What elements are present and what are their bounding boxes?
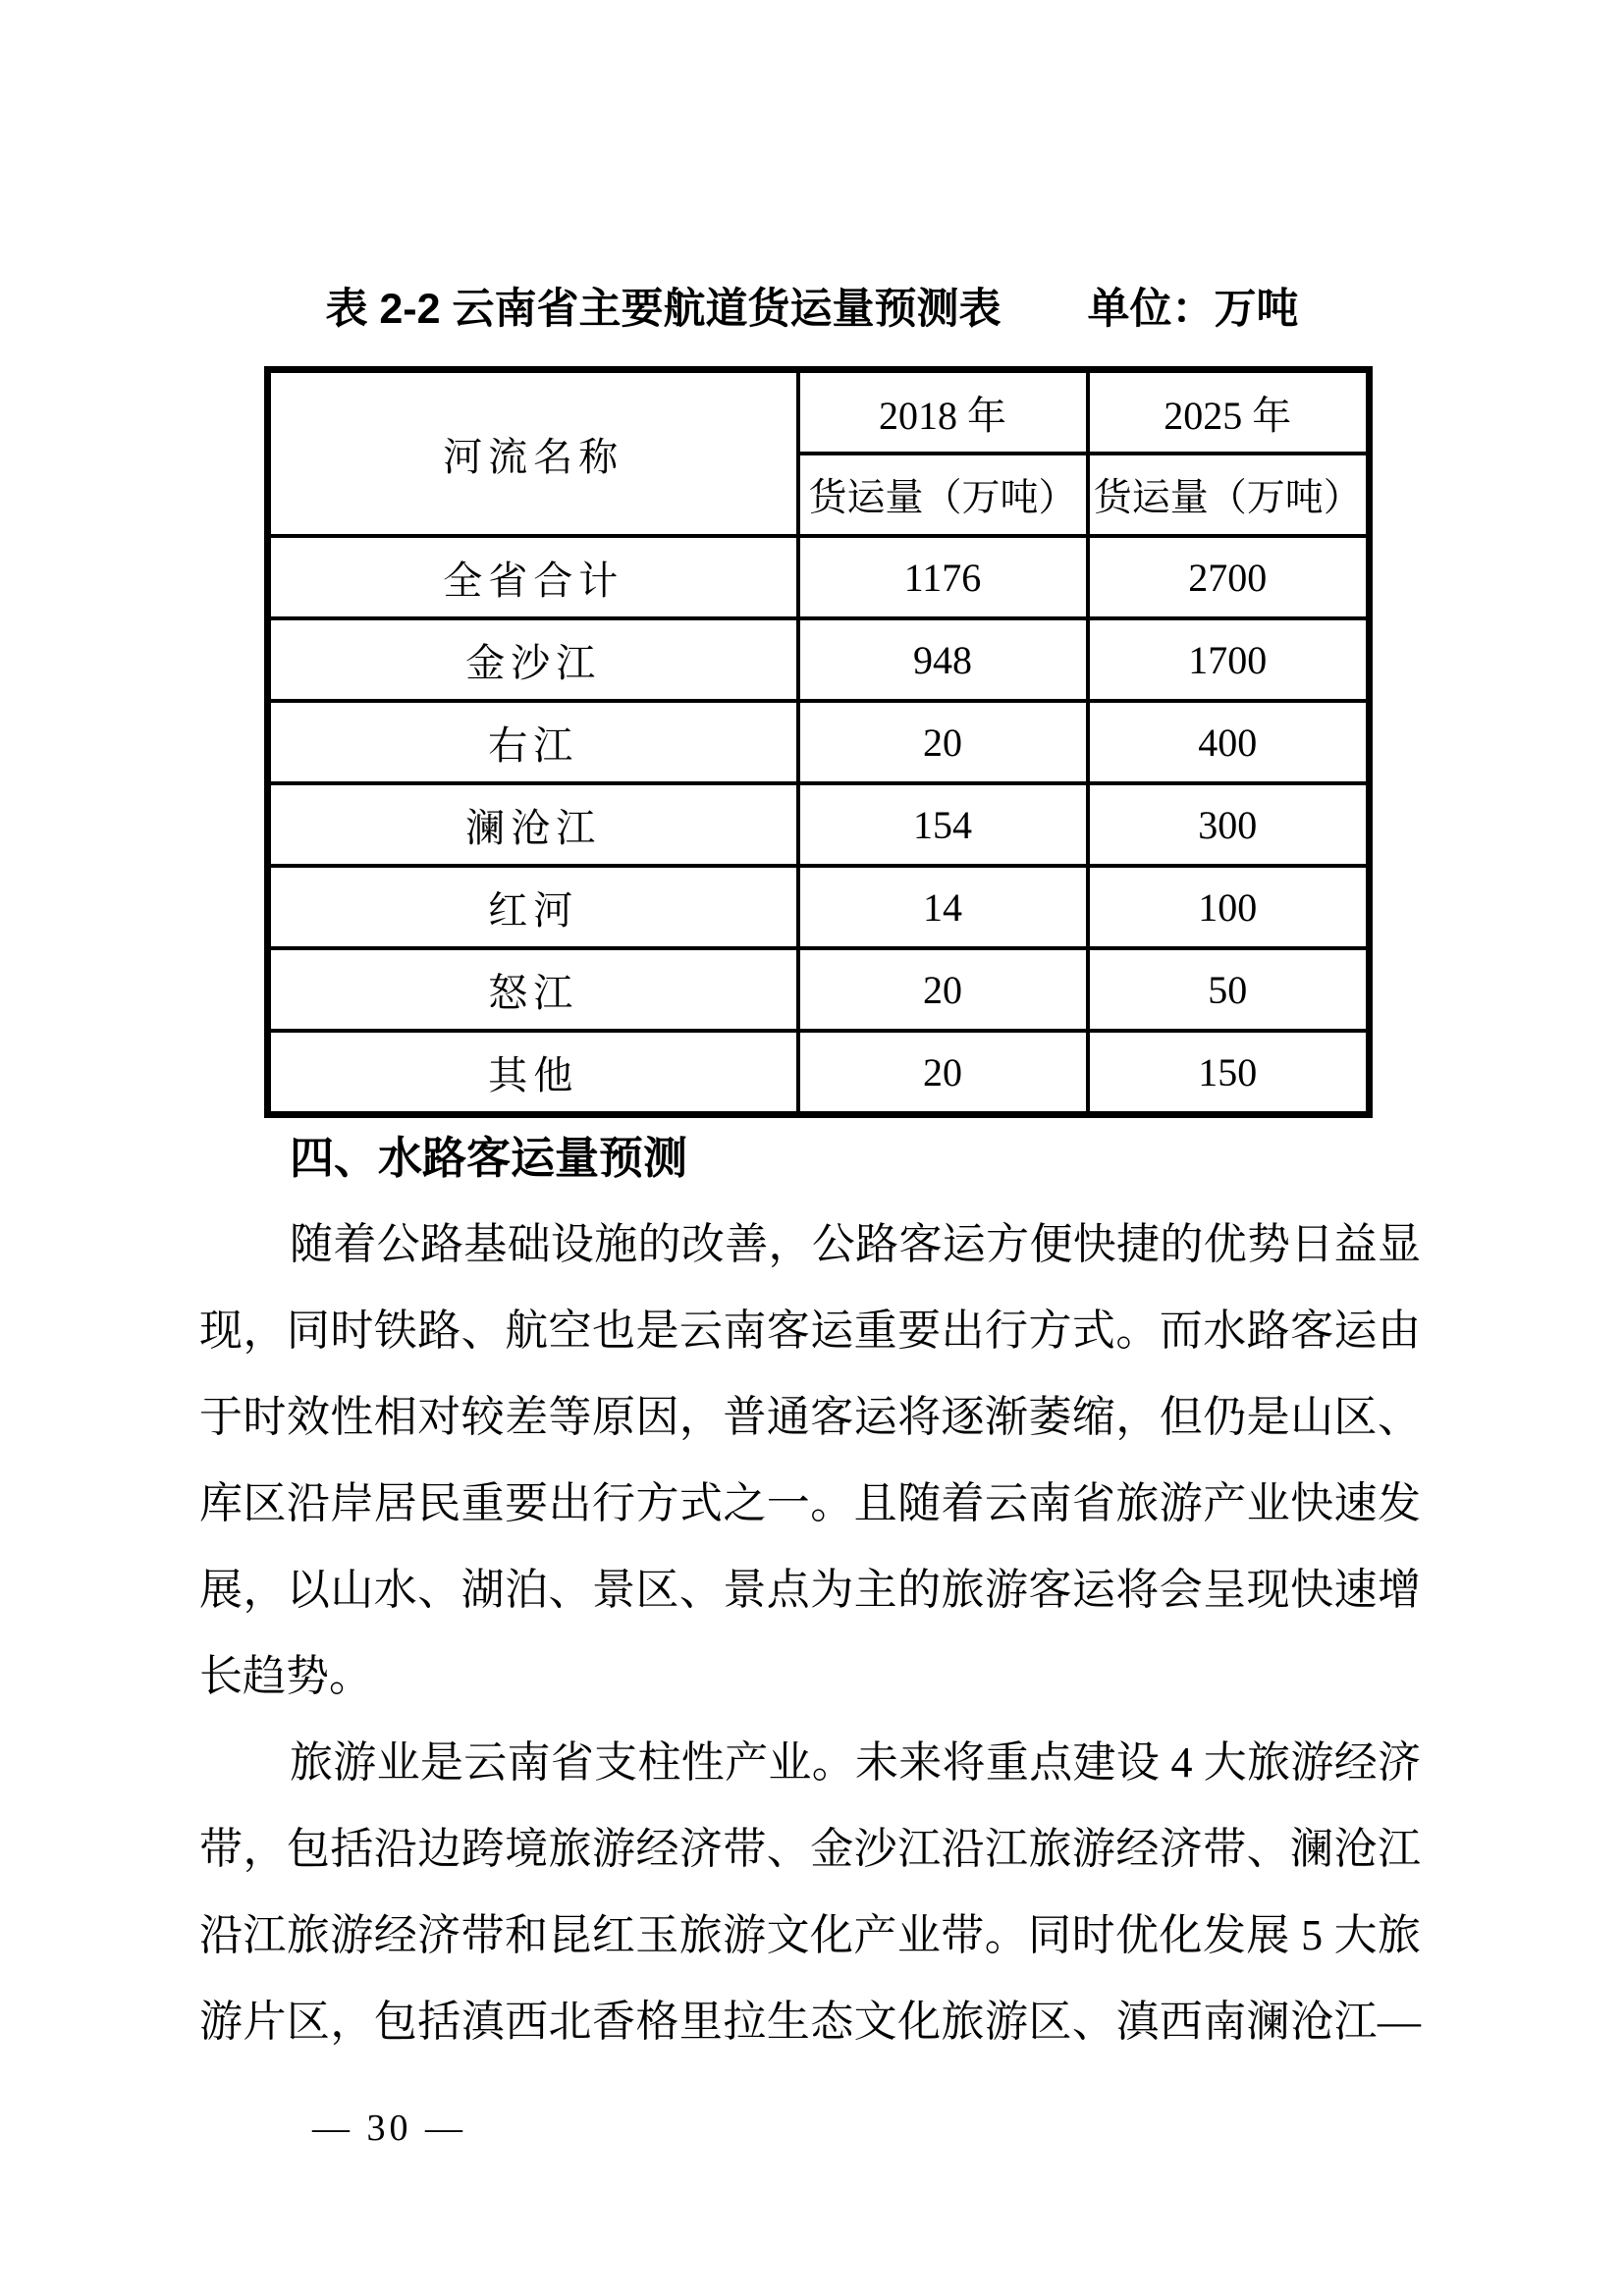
river-name-cell: 右江 [268,701,798,783]
table-caption-unit: 单位：万吨 [1087,286,1299,333]
table-row [268,948,1370,1031]
value-2018-cell: 20 [798,701,1088,783]
section-heading [199,1115,1421,1201]
section-heading-text: 四、水路客运量预测 [290,1133,688,1183]
paragraph-line: 旅游业是云南省支柱性产业。未来将重点建设 4 大旅游经济 [290,1738,1421,1787]
header-river-name: 河流名称 [268,370,798,537]
paragraph-line: 现，同时铁路、航空也是云南客运重要出行方式。而水路客运由 [199,1307,1421,1355]
paragraph-line: 长趋势。 [199,1652,372,1700]
header-year-2025: 2025 年 [1088,370,1370,454]
header-freight-2025: 货运量（万吨） [1088,454,1370,536]
table-row [268,1031,1370,1115]
paragraph-line: 随着公路基础设施的改善，公路客运方便快捷的优势日益显 [290,1220,1421,1268]
river-name-cell: 澜沧江 [268,783,798,866]
value-2025-cell: 150 [1088,1031,1370,1115]
header-year-2018: 2018 年 [798,370,1088,454]
river-name-cell: 红河 [268,866,798,948]
river-name-cell: 其他 [268,1031,798,1115]
value-2025-cell: 2700 [1088,536,1370,618]
value-2025-cell: 1700 [1088,618,1370,701]
body-text-block [199,1201,1421,2065]
page-footer [312,2103,466,2154]
paragraph-line: 沿江旅游经济带和昆红玉旅游文化产业带。同时优化发展 5 大旅 [199,1911,1421,1959]
table-caption-title: 云南省主要航道货运量预测表 [452,286,1001,333]
river-name-cell: 怒江 [268,948,798,1031]
paragraph-line: 带，包括沿边跨境旅游经济带、金沙江沿江旅游经济带、澜沧江 [199,1825,1421,1873]
table-row [268,783,1370,866]
table-caption-label: 表 2-2 [325,286,441,333]
table-row [268,536,1370,618]
table-header-row-years [268,370,1370,454]
value-2018-cell: 154 [798,783,1088,866]
value-2018-cell: 1176 [798,536,1088,618]
value-2025-cell: 300 [1088,783,1370,866]
paragraph-line: 于时效性相对较差等原因，普通客运将逐渐萎缩，但仍是山区、 [199,1393,1421,1441]
table-caption [0,285,1624,334]
value-2018-cell: 20 [798,1031,1088,1115]
paragraph-line: 展，以山水、湖泊、景区、景点为主的旅游客运将会呈现快速增 [199,1566,1421,1614]
value-2025-cell: 50 [1088,948,1370,1031]
value-2025-cell: 400 [1088,701,1370,783]
freight-forecast-table [264,366,1373,1118]
river-name-cell: 全省合计 [268,536,798,618]
header-freight-2018: 货运量（万吨） [798,454,1088,536]
value-2018-cell: 20 [798,948,1088,1031]
paragraph-line: 游片区，包括滇西北香格里拉生态文化旅游区、滇西南澜沧江— [199,1998,1421,2046]
value-2018-cell: 948 [798,618,1088,701]
table-row [268,866,1370,948]
table-row [268,701,1370,783]
paragraph-line: 库区沿岸居民重要出行方式之一。且随着云南省旅游产业快速发 [199,1479,1421,1527]
value-2025-cell: 100 [1088,866,1370,948]
value-2018-cell: 14 [798,866,1088,948]
table-row [268,618,1370,701]
river-name-cell: 金沙江 [268,618,798,701]
page-number: — 30 — [312,2108,466,2149]
